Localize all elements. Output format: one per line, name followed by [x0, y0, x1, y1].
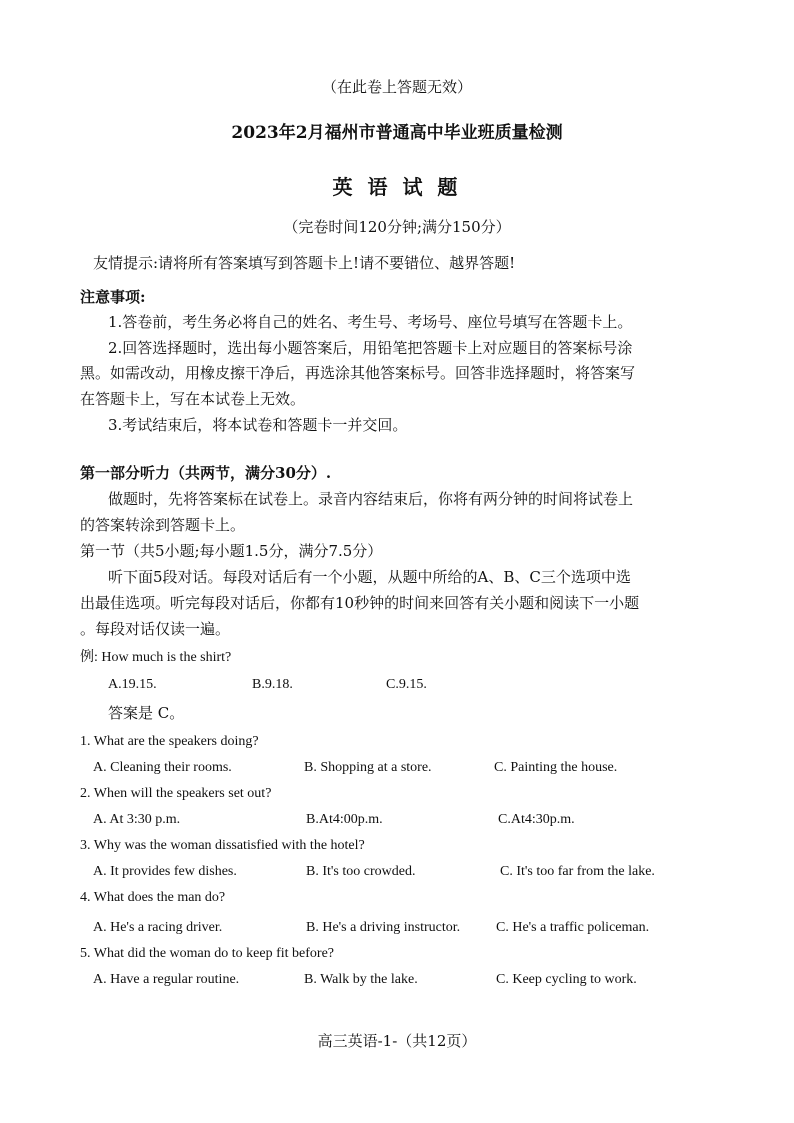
notes-item-2-line-1: 2.回答选择题时，选出每小题答案后，用铅笔把答题卡上对应题目的答案标号涂 [108, 339, 633, 357]
question-3-option-b: B. It's too crowded. [306, 864, 416, 879]
time-score-note: （完卷时间120分钟;满分150分） [283, 218, 511, 236]
question-1-option-a: A. Cleaning their rooms. [93, 760, 232, 775]
example-question: 例: How much is the shirt? [80, 650, 232, 665]
notes-item-2-line-3: 在答题卡上，写在本试卷上无效。 [80, 390, 306, 408]
question-4-option-a: A. He's a racing driver. [93, 920, 223, 935]
question-3-option-a: A. It provides few dishes. [93, 864, 237, 879]
question-1: 1. What are the speakers doing? [80, 734, 259, 749]
example-option-c: C.9.15. [386, 677, 427, 692]
friendly-tip: 友情提示:请将所有答案填写到答题卡上!请不要错位、越界答题! [93, 254, 516, 272]
question-1-option-c: C. Painting the house. [494, 760, 618, 775]
example-option-b: B.9.18. [252, 677, 293, 692]
section1-heading: 第一节（共5小题;每小题1.5分，满分7.5分） [80, 542, 383, 560]
question-5-option-a: A. Have a regular routine. [93, 972, 240, 987]
part1-heading: 第一部分听力（共两节，满分30分）. [80, 464, 332, 482]
notes-item-2-line-2: 黑。如需改动，用橡皮擦干净后，再选涂其他答案标号。回答非选择题时，将答案写 [80, 364, 636, 382]
question-2-option-a: A. At 3:30 p.m. [93, 812, 181, 827]
section1-instructions-line-1: 听下面5段对话。每段对话后有一个小题，从题中所给的A、B、C三个选项中选 [108, 568, 631, 586]
question-5-option-c: C. Keep cycling to work. [496, 972, 637, 987]
question-4: 4. What does the man do? [80, 890, 226, 905]
exam-title: 2023年2月福州市普通高中毕业班质量检测 [231, 123, 563, 143]
example-answer: 答案是 C。 [108, 704, 185, 722]
section1-instructions-line-2: 出最佳选项。听完每段对话后，你都有10秒钟的时间来回答有关小题和阅读下一小题 [80, 594, 640, 612]
question-3-option-c: C. It's too far from the lake. [500, 864, 655, 879]
section1-instructions-line-3: 。每段对话仅读一遍。 [80, 620, 231, 638]
question-5: 5. What did the woman do to keep fit before? [80, 946, 334, 961]
question-2-option-c: C.At4:30p.m. [498, 812, 575, 827]
question-1-option-b: B. Shopping at a store. [304, 760, 432, 775]
notes-item-3: 3.考试结束后，将本试卷和答题卡一并交回。 [108, 416, 408, 434]
page-footer: 高三英语-1-（共12页） [317, 1032, 477, 1050]
part1-intro-line-2: 的答案转涂到答题卡上。 [80, 516, 246, 534]
question-4-option-c: C. He's a traffic policeman. [496, 920, 650, 935]
question-5-option-b: B. Walk by the lake. [304, 972, 418, 987]
part1-intro-line-1: 做题时，先将答案标在试卷上。录音内容结束后，你将有两分钟的时间将试卷上 [108, 490, 634, 508]
question-2: 2. When will the speakers set out? [80, 786, 272, 801]
question-2-option-b: B.At4:00p.m. [306, 812, 383, 827]
subject-title: 英 语 试 题 [332, 175, 462, 199]
invalid-note: （在此卷上答题无效） [321, 78, 472, 96]
notes-heading: 注意事项: [80, 288, 146, 306]
notes-item-1: 1.答卷前，考生务必将自己的姓名、考生号、考场号、座位号填写在答题卡上。 [108, 313, 633, 331]
question-4-option-b: B. He's a driving instructor. [306, 920, 461, 935]
question-3: 3. Why was the woman dissatisfied with the hotel? [80, 838, 365, 853]
example-option-a: A.19.15. [108, 677, 157, 692]
